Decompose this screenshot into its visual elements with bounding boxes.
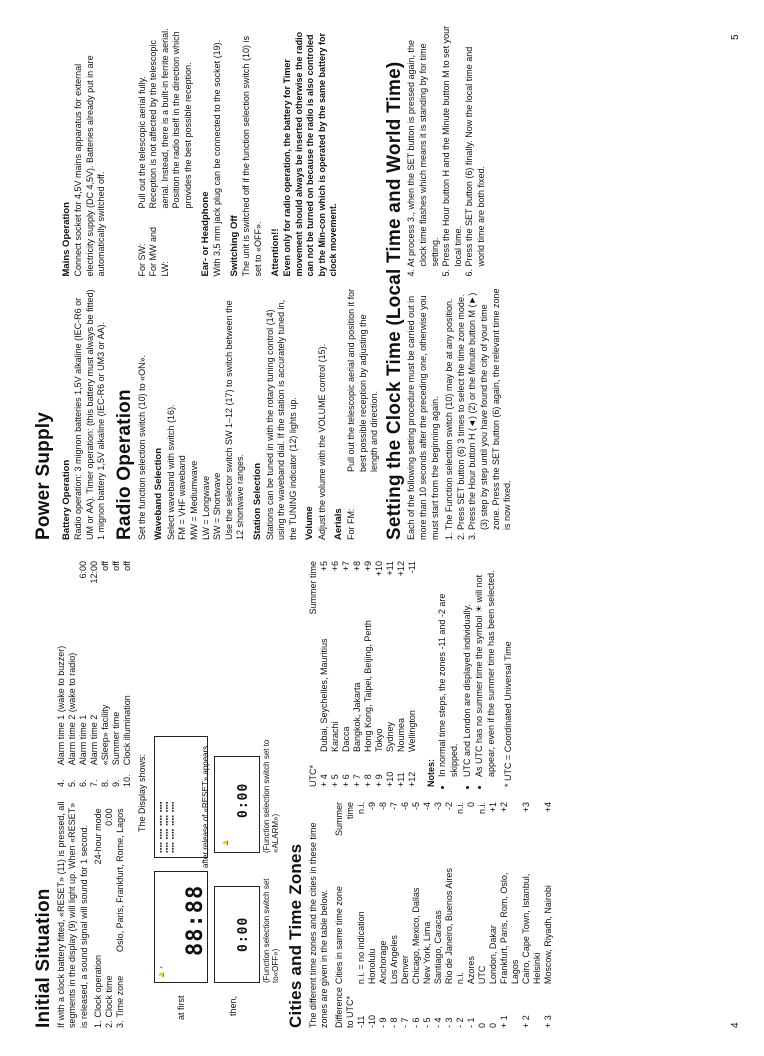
waveband-text: Select waveband with switch (16). <box>165 404 176 540</box>
clock-step: 3. Press the Hour button H (◄) (2) or the Minute button M (►) (3) step by step until you have found the city of your time zone. Press the SET button (6) again, the relevant time zone is now fixed. <box>467 288 513 540</box>
display-caption: The Display shows: <box>136 753 147 833</box>
list-item: 4. Alarm time 1 (wake to buzzer) <box>55 645 66 787</box>
lcd-display-off <box>214 886 260 983</box>
left-page <box>33 558 554 1028</box>
table-row: + 8 Hong Kong, Taipei, Beijing, Perth +9 <box>362 561 373 787</box>
table-row: + 5 Karachi +6 <box>329 561 340 787</box>
clock-step: 5. Press the Hour button H and the Minute button M to set your local time. <box>441 25 463 277</box>
caption-off: (Function selection switch set to«OFF») <box>262 878 281 983</box>
utc-footnote: * UTC = Coordinated Universal Time <box>503 641 514 787</box>
table-row: - 9 Anchorage -8 <box>377 802 388 1028</box>
note: • UTC and London are displayed individually. <box>462 558 474 777</box>
mains-text: Connect socket for 4,5V mains apparatus for external electricity supply (DC 4,5V). Batteries already put in are automatically switched off. <box>73 55 107 277</box>
table-row: 0 UTC n.i. <box>476 802 487 1028</box>
waveband-item: LW = Longwave <box>200 475 211 540</box>
page-number-right: 5 <box>730 34 741 40</box>
table-row: -10 Honolulu -9 <box>366 802 377 1028</box>
table-row: +12 Wellington -11 <box>406 561 417 787</box>
bell-icon: 🔔 ☀ <box>159 965 166 978</box>
table-row: + 1 Frankfurt, Paris, Rom, Oslo, Lagos +2 <box>498 802 520 1028</box>
battery-text: Radio operation: 3 mignon batteries 1,5V alkaline (IEC-R6 or UM or AA). Timer operation: (this battery must always be fitted) 1 mignon battery 1,5V alkaline (IEC-R6 or UM3 or AA). <box>73 289 107 540</box>
list-item: 5. Alarm time 2 (wake to radio) <box>66 652 77 787</box>
zones-table-left <box>334 799 554 1028</box>
initial-items-table <box>93 805 126 1028</box>
switching-text: The unit is switched off if the function selection switch (10) is set to «OFF». <box>241 36 263 277</box>
table-row: - 6 Chicago, Mexico, Dallas -5 <box>410 802 421 1028</box>
notes-title: Notes: <box>425 758 436 787</box>
table-row: + 4 Dubai, Seychelles, Mauritius +5 <box>318 561 329 787</box>
table-row: + 7 Bangkok, Jakarta +8 <box>351 561 362 787</box>
list-item: 6. Alarm time 1 6:00 <box>77 561 88 787</box>
table-row: + 3 Moscow, Riyadh, Nairobi +4 <box>542 802 553 1028</box>
rotated-page <box>10 10 754 1050</box>
display-figure <box>150 558 282 1028</box>
table-row: +10 Sydney +11 <box>384 561 395 787</box>
aerials-fm-label: For FM: <box>346 508 357 540</box>
initial-situation-title: Initial Situation <box>33 888 54 1028</box>
lcd-digits-small: 0:00 <box>235 916 251 952</box>
waveband-item: SW = Shortwave <box>212 472 223 540</box>
notes-list <box>437 558 497 787</box>
lcd-display-all-segments <box>154 871 208 983</box>
ear-text: With 3,5 mm jack plug can be connected to the socket (19). <box>212 39 223 277</box>
radio-title: Radio Operation <box>113 389 135 540</box>
clock-step: 6. Press the SET button (6) finally. Now the local time and world time are both fixed. <box>464 46 486 277</box>
table-header: UTC* Summer time <box>307 561 318 787</box>
page-number-left: 4 <box>730 1022 741 1028</box>
aerials-fm-text: Pull out the telescopic aerial and position it for best possible reception by adjusting the length and direction. <box>346 288 380 472</box>
clock-title: Setting the Clock Time (Local Time and World Time) <box>383 61 405 540</box>
attention-heading: Attention!! <box>269 228 281 277</box>
list-item: 2. Clock time 0:00 <box>104 808 115 1028</box>
list-item: 8. «Sleep» facility off <box>99 561 110 787</box>
note: • As UTC has no summer time the symbol ☀ will not appear, even if the summer time has been selected. <box>474 558 497 777</box>
waveband-item: MW = Mediumwave <box>188 460 199 540</box>
radio-intro: Set the function selection switch (10) to «ON». <box>136 354 147 540</box>
table-row: +11 Noumea +12 <box>395 561 406 787</box>
initial-items-table-2 <box>56 558 133 787</box>
bell-icon: 🔔 <box>223 839 230 846</box>
power-supply-title: Power Supply <box>33 411 54 540</box>
volume-text: Adjust the volume with the VOLUME control (15). <box>316 343 327 540</box>
list-item: 10. Clock illumination off <box>121 561 132 787</box>
attention-text: Even only for radio operation, the battery for Timer movement should always be inserted otherwise the radio can not be turned on because the radio is also controled by the Min-con which is operated by the same battery for clock movement. <box>282 31 339 277</box>
table-row: - 8 Los Angeles -7 <box>388 802 399 1028</box>
cities-intro: The different time zones and the cities in these time zones are given in the table below. <box>307 822 330 1028</box>
ear-heading: Ear- or Headphone <box>199 191 211 277</box>
lcd-display-zones: ▪▪▪▪ ▪▪▪▪ ▪▪▪▪ ▪▪▪▪ ▪▪▪▪ ▪▪▪▪ ▪▪▪▪ ▪▪▪▪ ▪▪▪▪ ▪▪▪▪ ▪▪▪▪ ▪▪▪▪ <box>154 736 208 858</box>
station-text: Stations can be tuned in with the rotary tuning control (14) using the waveband dial. If the station is accurately tuned in, the TUNING indicator (12) lights up. <box>264 299 298 540</box>
table-row: - 1 Azores 0 <box>465 802 476 1028</box>
mains-heading: Mains Operation <box>60 202 72 277</box>
list-item: 3. Time zone Oslo, Paris, Frankfurt, Rome, Lagos <box>115 808 126 1028</box>
lcd-digits: 88:88 <box>182 884 208 956</box>
waveband-heading: Waveband Selection <box>153 447 165 540</box>
volume-heading: Volume <box>304 506 316 540</box>
list-item: 1. Clock operation 24-hour mode <box>93 808 104 1028</box>
table-row: - 7 Denver -6 <box>399 802 410 1028</box>
aerials-sw-text: Pull out the telescopic aerial fully. <box>136 76 147 209</box>
aerials-heading: Aerials <box>333 508 345 540</box>
battery-heading: Battery Operation <box>60 459 72 540</box>
table-row: -11 n.i. = no indication n.i. <box>355 802 366 1028</box>
clock-step: 1. The Function selection switch (10) may be at any position. <box>444 298 455 540</box>
aerials-mwlw-text: Reception is not affected by the telescopic aerial. Instead, there is a built-in ferrite aerial. Position the radio itself in the direction which provides the best possible reception. <box>148 28 193 209</box>
table-row: 0 London, Dakar +1 <box>487 802 498 1028</box>
list-item: 7. Alarm time 2 12:00 <box>88 561 99 787</box>
zones-table-right <box>308 558 418 787</box>
switching-heading: Switching Off <box>228 215 240 277</box>
clock-intro: Each of the following setting procedure must be carried out in more than 10 seconds after the preceding one, otherwise you must start from the beginning again. <box>406 295 440 540</box>
clock-step: 2. Press SET button (6) 3 times to select the time zone mode. <box>455 294 466 540</box>
after-release-label: after release of «RESET» appears <box>201 745 211 868</box>
table-row: + 9 Tokyo +10 <box>373 561 384 787</box>
table-row: - 4 Santiago, Caracas -3 <box>432 802 443 1028</box>
at-first-label: at first <box>176 995 187 1020</box>
clock-step: 4. At process 3., when the SET button is pressed again, the clock time flashes which means it is standing by for time setting. <box>406 40 440 277</box>
table-row: - 3 Rio de Janeiro, Buenos Aires -2 <box>443 802 454 1028</box>
cities-title: Cities and Time Zones <box>286 843 306 1028</box>
table-row: - 2 n.i. n.i. <box>454 802 465 1028</box>
initial-intro: If with a clock battery fitted, «RESET» (11) is pressed, all segments in the display (9) will light up. When «RESET» is released, a sound signal will sound for 1 second. <box>55 801 89 1028</box>
right-page <box>33 25 514 540</box>
list-item: 9. Summer time off <box>110 561 121 787</box>
waveband-item: FM = VHF waveband <box>177 455 188 540</box>
table-row: - 5 New York, Lima -4 <box>421 802 432 1028</box>
table-row: + 2 Cairo, Cape Town, Istanbul, Helsinki +3 <box>520 802 542 1028</box>
aerials-mwlw-label: For MW and LW: <box>148 226 170 277</box>
aerials-sw-label: For SW: <box>136 243 147 277</box>
lcd-display-alarm <box>214 756 260 853</box>
waveband-sw: Use the selector switch SW 1–12 (17) to switch between the 12 shortwave ranges. <box>223 300 246 540</box>
caption-alarm: (Function selection switch set to «ALARM») <box>262 739 281 853</box>
then-label: then, <box>228 995 239 1016</box>
station-heading: Station Selection <box>251 462 263 540</box>
lcd-digits-small-alarm: 0:00 <box>235 782 251 818</box>
table-row: + 6 Dacca +7 <box>340 561 351 787</box>
note: • In normal time steps, the zones -11 and -2 are skipped. <box>437 558 460 777</box>
table-header: Difference to UTC* Cities in same time zone Summer time <box>333 802 355 1028</box>
